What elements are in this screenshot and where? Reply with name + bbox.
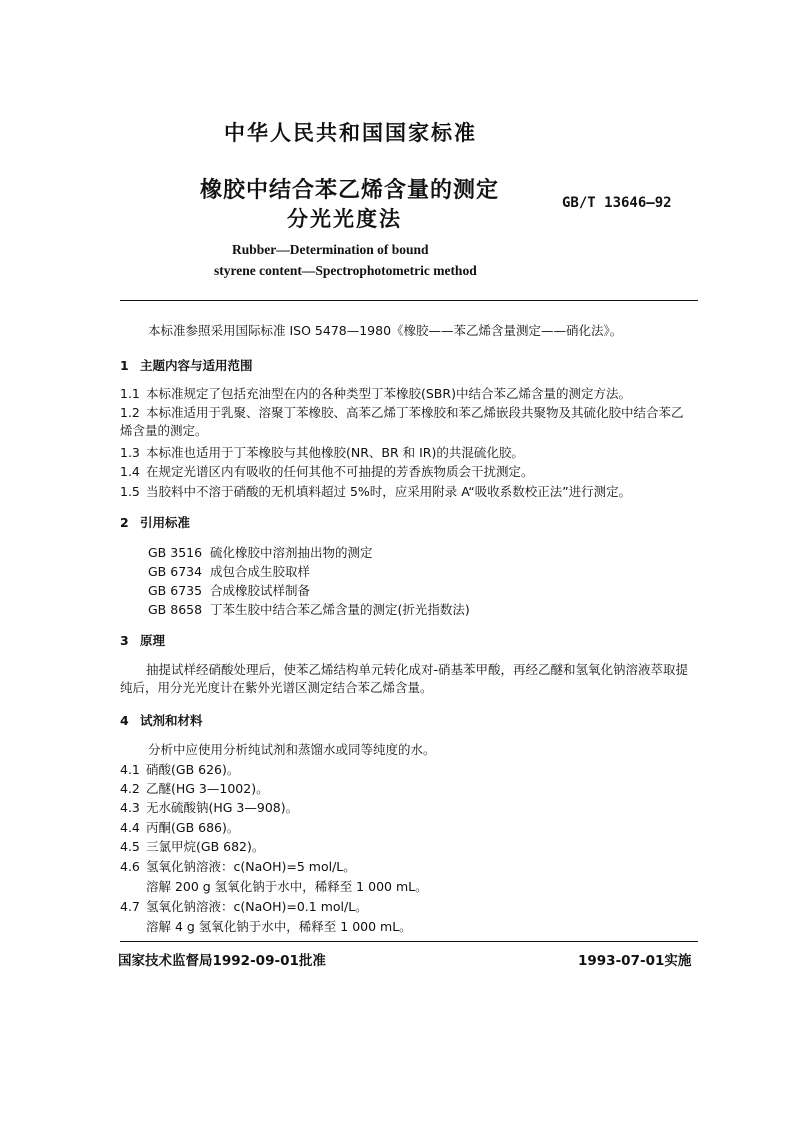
item-4-5 — [120, 838, 264, 856]
section-title: 主题内容与适用范围 — [140, 358, 253, 373]
item-4-4 — [120, 819, 239, 837]
item-1-2 — [120, 404, 695, 440]
reference-name: 成包合成生胶取样 — [210, 564, 311, 579]
reference-code: GB 3516 — [148, 545, 203, 560]
item-text: 无水硫酸钠(HG 3—908)。 — [146, 800, 299, 815]
item-text: 本标准适用于乳聚、溶聚丁苯橡胶、高苯乙烯丁苯橡胶和苯乙烯嵌段共聚物及其硫化胶中结合苯乙烯含量的测定。 — [120, 405, 684, 438]
item-text: 氢氧化钠溶液：c(NaOH)=5 mol/L。 — [146, 859, 356, 874]
standard-org-heading: 中华人民共和国国家标准 — [224, 121, 477, 145]
implementation-date: 1993-07-01实施 — [578, 953, 692, 969]
item-1-1 — [120, 385, 631, 403]
approval-info: 国家技术监督局1992-09-01批准 — [118, 953, 326, 969]
title-en-line-2: styrene content—Spectrophotometric method — [214, 263, 477, 278]
item-4-6-note: 溶解 200 g 氢氧化钠于水中，稀释至 1 000 mL。 — [146, 879, 428, 894]
reference-name: 硫化橡胶中溶剂抽出物的测定 — [210, 545, 373, 560]
reference-code: GB 6735 — [148, 583, 203, 598]
section-number: 4 — [120, 713, 129, 728]
section-title: 试剂和材料 — [140, 713, 203, 728]
item-text: 氢氧化钠溶液：c(NaOH)=0.1 mol/L。 — [146, 899, 368, 914]
standard-number: GB/T 13646—92 — [562, 195, 672, 211]
section-4-heading — [120, 711, 203, 729]
item-4-7-note: 溶解 4 g 氢氧化钠于水中，稀释至 1 000 mL。 — [146, 919, 412, 934]
item-number: 4.2 — [120, 781, 140, 796]
header-divider — [120, 300, 698, 301]
item-4-7 — [120, 898, 368, 916]
section-title: 原理 — [140, 633, 166, 648]
title-cn-line-2: 分光光度法 — [287, 207, 402, 231]
item-1-5 — [120, 483, 631, 501]
item-text: 本标准规定了包括充油型在内的各种类型丁苯橡胶(SBR)中结合苯乙烯含量的测定方法。 — [146, 386, 631, 401]
item-text: 本标准也适用于丁苯橡胶与其他橡胶(NR、BR 和 IR)的共混硫化胶。 — [146, 445, 524, 460]
section-title: 引用标准 — [140, 515, 191, 530]
item-text: 乙醚(HG 3—1002)。 — [146, 781, 269, 796]
item-1-4 — [120, 463, 534, 481]
item-number: 4.1 — [120, 762, 140, 777]
item-number: 1.2 — [120, 405, 140, 420]
item-number: 4.7 — [120, 899, 140, 914]
section-number: 1 — [120, 358, 129, 373]
reference-code: GB 6734 — [148, 564, 203, 579]
item-number: 1.4 — [120, 464, 140, 479]
item-text: 硝酸(GB 626)。 — [146, 762, 240, 777]
reference-row — [148, 563, 310, 581]
item-number: 1.3 — [120, 445, 140, 460]
reference-row — [148, 582, 310, 600]
title-en-line-1: Rubber—Determination of bound — [232, 242, 429, 257]
item-number: 1.5 — [120, 484, 140, 499]
footer-divider — [120, 941, 698, 942]
item-number: 1.1 — [120, 386, 140, 401]
reference-name: 丁苯生胶中结合苯乙烯含量的测定(折光指数法) — [210, 602, 470, 617]
section-number: 3 — [120, 633, 129, 648]
reference-code: GB 8658 — [148, 602, 203, 617]
section-2-heading — [120, 513, 190, 531]
principle-paragraph: 抽提试样经硝酸处理后，使苯乙烯结构单元转化成对-硝基苯甲酸，再经乙醚和氢氧化钠溶液萃取提纯后，用分光光度计在紫外光谱区测定结合苯乙烯含量。 — [120, 662, 689, 695]
item-number: 4.5 — [120, 839, 140, 854]
item-1-3 — [120, 444, 524, 462]
item-number: 4.3 — [120, 800, 140, 815]
item-text: 丙酮(GB 686)。 — [146, 820, 240, 835]
intro-paragraph: 本标准参照采用国际标准 ISO 5478—1980《橡胶——苯乙烯含量测定——硝化法》。 — [148, 323, 623, 338]
reference-row — [148, 601, 470, 619]
item-4-1 — [120, 761, 239, 779]
section-number: 2 — [120, 515, 129, 530]
reference-name: 合成橡胶试样制备 — [210, 583, 311, 598]
title-cn-line-1: 橡胶中结合苯乙烯含量的测定 — [200, 178, 500, 203]
item-number: 4.6 — [120, 859, 140, 874]
item-text: 当胶料中不溶于硝酸的无机填料超过 5%时，应采用附录 A“吸收系数校正法”进行测定。 — [146, 484, 632, 499]
reference-row — [148, 544, 373, 562]
item-4-2 — [120, 780, 269, 798]
item-number: 4.4 — [120, 820, 140, 835]
section-3-heading — [120, 631, 165, 649]
item-4-3 — [120, 799, 298, 817]
item-text: 在规定光谱区内有吸收的任何其他不可抽提的芳香族物质会干扰测定。 — [146, 464, 534, 479]
item-text: 三氯甲烷(GB 682)。 — [146, 839, 265, 854]
section-1-heading — [120, 356, 253, 374]
item-4-6 — [120, 858, 356, 876]
reagents-intro: 分析中应使用分析纯试剂和蒸馏水或同等纯度的水。 — [148, 742, 436, 757]
